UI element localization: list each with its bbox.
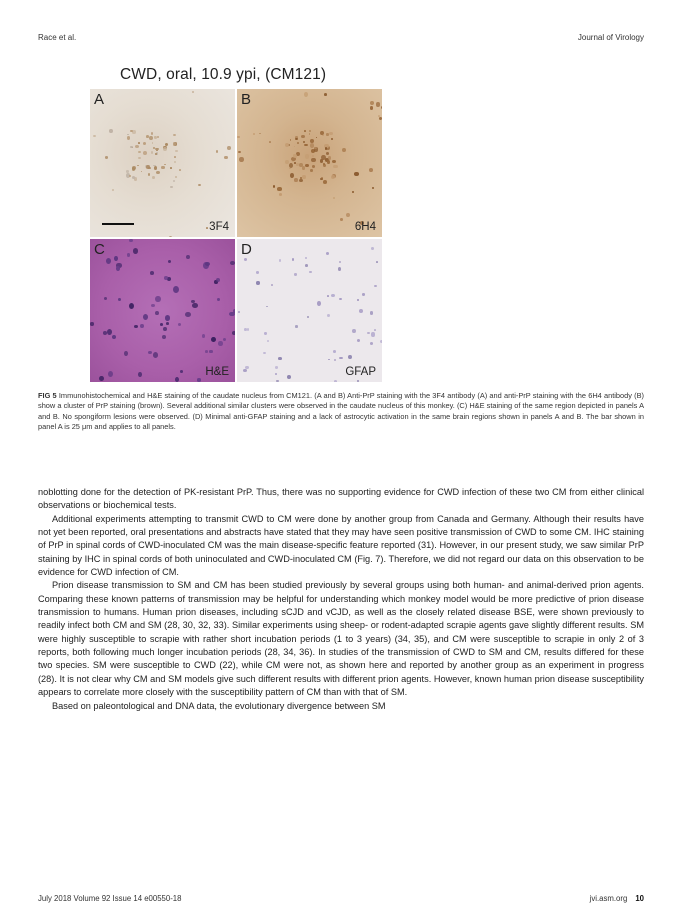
tissue-cell: [354, 172, 358, 176]
tissue-cell: [160, 323, 163, 326]
tissue-cell: [170, 186, 172, 189]
tissue-cell: [342, 148, 346, 152]
tissue-cell: [109, 129, 112, 133]
tissue-cell: [304, 144, 307, 147]
tissue-cell: [104, 297, 107, 300]
tissue-cell: [180, 370, 183, 373]
tissue-cell: [93, 135, 96, 138]
tissue-cell: [148, 351, 152, 354]
tissue-cell: [292, 258, 295, 261]
tissue-cell: [129, 239, 132, 242]
tissue-cell: [151, 304, 155, 307]
tissue-cell: [239, 157, 243, 162]
footer-issue-info: July 2018 Volume 92 Issue 14 e00550-18: [38, 894, 182, 903]
tissue-cell: [138, 372, 142, 377]
tissue-cell: [133, 248, 138, 253]
tissue-cell: [305, 257, 307, 259]
tissue-cell: [163, 327, 167, 331]
tissue-cell: [334, 359, 336, 361]
tissue-cell: [304, 92, 308, 97]
tissue-cell: [253, 133, 255, 135]
tissue-cell: [161, 166, 164, 170]
tissue-cell: [132, 167, 135, 171]
tissue-cell: [224, 156, 228, 160]
tissue-cell: [309, 133, 311, 135]
panel-letter: A: [94, 91, 105, 108]
tissue-cell: [331, 175, 335, 179]
tissue-cell: [275, 366, 279, 369]
tissue-cell: [305, 164, 309, 168]
tissue-cell: [154, 166, 157, 170]
tissue-cell: [192, 303, 197, 308]
tissue-cell: [333, 197, 335, 199]
tissue-cell: [326, 152, 329, 155]
tissue-cell: [185, 312, 191, 317]
tissue-cell: [152, 142, 154, 144]
tissue-cell: [328, 359, 330, 361]
scale-bar: [102, 223, 134, 225]
paragraph: noblotting done for the detection of PK-resistant PrP. Thus, there was no supporting evidence for CWD infection of these two CM from either clinical observations or biochemical tests.: [38, 487, 644, 511]
tissue-cell: [155, 153, 157, 155]
tissue-cell: [150, 271, 154, 275]
tissue-cell: [275, 373, 277, 375]
tissue-cell: [317, 301, 321, 306]
panel-letter: D: [241, 241, 252, 258]
tissue-cell: [143, 142, 146, 145]
tissue-cell: [156, 171, 160, 174]
tissue-cell: [168, 260, 172, 264]
tissue-cell: [279, 193, 282, 196]
tissue-cell: [211, 337, 216, 342]
tissue-cell: [266, 306, 268, 308]
panel-stain-label: 3F4: [209, 221, 229, 233]
tissue-cell: [302, 175, 306, 178]
tissue-cell: [334, 380, 337, 382]
panel-stain-label: 6H4: [354, 221, 376, 233]
tissue-cell: [263, 352, 266, 355]
tissue-cell: [154, 136, 156, 138]
figure-panel-d: [237, 239, 382, 382]
tissue-cell: [138, 142, 140, 144]
tissue-cell: [127, 136, 130, 140]
tissue-cell: [369, 168, 373, 172]
tissue-cell: [218, 341, 222, 346]
tissue-cell: [175, 377, 179, 382]
tissue-cell: [143, 314, 148, 320]
tissue-cell: [170, 167, 172, 169]
tissue-cell: [233, 309, 235, 313]
tissue-cell: [223, 338, 226, 341]
figure-panel-c: [90, 239, 235, 382]
tissue-cell: [333, 165, 337, 169]
tissue-cell: [202, 334, 205, 338]
figure-caption: [38, 391, 644, 432]
paragraph: Based on paleontological and DNA data, the evolutionary divergence between SM: [52, 700, 386, 711]
tissue-cell: [290, 173, 294, 177]
tissue-cell: [245, 366, 248, 369]
tissue-cell: [247, 328, 250, 331]
tissue-cell: [325, 147, 328, 149]
tissue-cell: [155, 311, 159, 315]
tissue-cell: [243, 369, 247, 372]
tissue-cell: [299, 179, 303, 182]
tissue-cell: [380, 340, 382, 343]
tissue-cell: [244, 258, 247, 261]
tissue-cell: [205, 262, 210, 266]
tissue-cell: [135, 145, 139, 148]
caption-text: Immunohistochemical and H&E staining of the caudate nucleus from CM121. (A and B) Anti-PrP staining with the 3F4 antibody (A) and anti-PrP staining with the 6H4 antibody (B) show a cluster of PrP staining (brown). Several additional similar clusters were observed in the caudate nucleus of this monkey. (C) H&E staining of the same region depicted in panels A and B. No spongiform lesions were observed. (D) Minimal anti-GFAP staining and a lack of astrocytic activation in the same brain regions shown in panels A and B. The bar shown in panel A is 25 μm and applies to all panels.: [38, 391, 644, 431]
footer-site: [590, 894, 644, 903]
tissue-cell: [305, 154, 309, 159]
tissue-cell: [216, 150, 218, 153]
tissue-cell: [197, 378, 201, 382]
figure-title: CWD, oral, 10.9 ypi, (CM121): [120, 66, 327, 83]
tissue-cell: [289, 163, 293, 168]
caption-label: FIG 5: [38, 391, 57, 400]
tissue-cell: [103, 331, 107, 334]
tissue-cell: [357, 299, 359, 301]
tissue-cell: [294, 146, 296, 147]
tissue-cell: [374, 285, 377, 287]
tissue-cell: [285, 143, 289, 147]
panel-letter: B: [241, 91, 252, 108]
running-header-authors: Race et al.: [38, 33, 77, 42]
tissue-cell: [304, 130, 306, 132]
tissue-cell: [379, 117, 382, 120]
tissue-cell: [338, 267, 341, 271]
tissue-cell: [269, 141, 271, 143]
tissue-cell: [277, 187, 281, 191]
tissue-cell: [124, 351, 128, 356]
tissue-cell: [312, 155, 314, 157]
tissue-cell: [163, 147, 167, 151]
tissue-cell: [256, 281, 259, 284]
tissue-cell: [178, 323, 181, 326]
tissue-cell: [118, 298, 121, 301]
tissue-cell: [237, 136, 239, 139]
paragraph: Additional experiments attempting to transmit CWD to CM were done by another group from Canada and Germany. Although their results have not yet been reported, oral presentations and abstracts have stated that they may have seen positive transmission of CWD to some CM. IHC staining of PrP in spinal cords of CWD-inoculated CM was the main disease-specific feature reported (31). However, in our present study, we saw similar PrP staining by IHC in spinal cords of both uninoculated and CWD-inoculated CM (Fig. 7). Therefore, we did not regard our data on this observation to be evidence for CWD infection of CM.: [38, 513, 644, 578]
tissue-cell: [326, 252, 329, 255]
tissue-cell: [140, 324, 144, 329]
tissue-cell: [141, 171, 143, 173]
tissue-cell: [127, 134, 129, 136]
tissue-cell: [322, 135, 324, 136]
tissue-cell: [371, 247, 374, 250]
tissue-cell: [217, 298, 220, 302]
tissue-cell: [227, 146, 231, 150]
tissue-cell: [173, 286, 179, 293]
tissue-cell: [293, 154, 297, 157]
tissue-cell: [327, 314, 331, 318]
tissue-cell: [164, 276, 168, 279]
panel-stain-label: GFAP: [345, 366, 376, 378]
tissue-cell: [359, 309, 363, 313]
tissue-cell: [329, 132, 333, 135]
tissue-cell: [175, 150, 177, 152]
tissue-cell: [295, 138, 298, 140]
tissue-cell: [152, 176, 155, 179]
tissue-cell: [332, 160, 336, 163]
tissue-cell: [116, 266, 120, 271]
tissue-cell: [326, 133, 329, 135]
tissue-cell: [264, 332, 266, 334]
tissue-cell: [238, 311, 241, 313]
tissue-cell: [372, 187, 374, 188]
tissue-cell: [151, 151, 153, 153]
tissue-cell: [303, 141, 305, 143]
tissue-cell: [316, 137, 318, 138]
tissue-cell: [151, 132, 153, 134]
tissue-cell: [114, 256, 118, 261]
tissue-cell: [174, 161, 176, 163]
tissue-cell: [374, 329, 376, 331]
tissue-cell: [112, 335, 116, 339]
running-header-journal: Journal of Virology: [577, 33, 644, 42]
tissue-cell: [357, 380, 359, 382]
tissue-cell: [134, 325, 138, 329]
tissue-cell: [129, 175, 131, 176]
tissue-cell: [370, 106, 374, 110]
tissue-cell: [376, 261, 379, 263]
tissue-cell: [328, 156, 332, 160]
tissue-cell: [285, 160, 289, 165]
panel-letter: C: [94, 241, 105, 258]
tissue-cell: [378, 115, 380, 117]
tissue-cell: [166, 322, 169, 325]
tissue-cell: [146, 165, 149, 169]
tissue-cell: [179, 169, 181, 171]
tissue-cell: [381, 106, 382, 109]
tissue-cell: [186, 255, 190, 259]
tissue-cell: [309, 271, 312, 274]
tissue-cell: [352, 191, 354, 193]
figure-panel-b: [237, 89, 382, 237]
tissue-cell: [290, 139, 292, 141]
tissue-cell: [90, 322, 93, 325]
tissue-cell: [370, 311, 374, 314]
page-number: 10: [635, 894, 644, 903]
tissue-cell: [301, 135, 305, 138]
tissue-cell: [346, 213, 350, 217]
tissue-cell: [143, 151, 147, 155]
tissue-cell: [323, 180, 327, 184]
tissue-cell: [267, 340, 269, 342]
tissue-cell: [307, 316, 309, 318]
tissue-cell: [297, 142, 299, 144]
tissue-cell: [99, 376, 103, 381]
tissue-cell: [129, 303, 134, 309]
tissue-cell: [348, 355, 352, 359]
tissue-cell: [112, 189, 114, 191]
panel-stain-label: H&E: [205, 366, 229, 378]
body-text: [38, 486, 644, 713]
tissue-cell: [279, 259, 281, 261]
tissue-cell: [164, 164, 166, 166]
tissue-cell: [174, 156, 176, 158]
tissue-cell: [108, 371, 113, 377]
tissue-cell: [327, 295, 330, 298]
tissue-cell: [310, 169, 313, 171]
tissue-cell: [370, 342, 373, 345]
tissue-cell: [339, 298, 342, 300]
tissue-cell: [146, 135, 149, 138]
tissue-cell: [192, 91, 194, 93]
tissue-cell: [331, 138, 333, 140]
tissue-cell: [357, 339, 360, 342]
tissue-cell: [273, 185, 275, 188]
tissue-cell: [230, 261, 235, 265]
tissue-cell: [175, 176, 178, 179]
tissue-cell: [106, 258, 111, 264]
tissue-cell: [367, 332, 369, 334]
tissue-cell: [198, 184, 201, 186]
tissue-cell: [138, 157, 141, 160]
tissue-cell: [352, 329, 356, 333]
tissue-cell: [296, 163, 299, 166]
tissue-cell: [276, 380, 278, 382]
tissue-cell: [173, 180, 175, 182]
tissue-cell: [278, 357, 281, 360]
tissue-cell: [305, 264, 308, 267]
figure-panel-a: [90, 89, 235, 237]
tissue-cell: [295, 325, 298, 327]
tissue-cell: [205, 350, 208, 353]
tissue-cell: [162, 335, 166, 339]
tissue-cell: [340, 218, 343, 221]
tissue-cell: [371, 332, 375, 336]
tissue-cell: [312, 165, 315, 168]
tissue-cell: [137, 165, 139, 167]
tissue-cell: [105, 156, 108, 159]
tissue-cell: [324, 93, 327, 96]
tissue-cell: [370, 101, 374, 105]
tissue-cell: [155, 296, 160, 303]
tissue-cell: [165, 315, 170, 321]
tissue-cell: [244, 328, 247, 331]
tissue-cell: [311, 158, 315, 162]
tissue-cell: [209, 350, 212, 353]
paragraph: Prion disease transmission to SM and CM has been studied previously by several groups using both human- and animal-derived prion agents. Comparing these known patterns of transmission may be helpful for understanding which monkey model would be more predictive of prion disease transmission to humans. Human prion diseases, including sCJD and vCJD, as well as the closely related disease BSE, were shown previously to readily infect both CM and SM (28, 30, 32, 33). Similar experiments using sheep- or rodent-adapted scrapie agents gave slightly different results. SM were highly susceptible to scrapie with rather short incubation periods (1 to 3 years) (34, 35), and CM were susceptible to scrapie in only 2 of 3 reports, both following much longer incubation periods (28, 34, 36). In studies of the transmission of CWD to SM and CM, results differed for these two species. SM were susceptible to CWD (22), while CM were not, as shown here and reported by another group as an experiment in progress (28). It is not clear why CM and SM models give such different results with different prion agents. However, known human prion disease susceptibility appears to correlate more closely with the susceptibility pattern of CM than with that of SM.: [38, 580, 644, 698]
tissue-cell: [169, 236, 172, 238]
tissue-cell: [232, 331, 235, 335]
footer-site-url: jvi.asm.org: [589, 894, 628, 903]
tissue-cell: [130, 146, 133, 149]
tissue-cell: [173, 134, 175, 136]
tissue-cell: [153, 352, 159, 358]
tissue-cell: [271, 284, 273, 286]
tissue-cell: [294, 178, 297, 182]
tissue-cell: [206, 227, 208, 229]
tissue-cell: [173, 142, 177, 146]
tissue-cell: [376, 102, 380, 106]
tissue-cell: [302, 166, 305, 170]
tissue-cell: [333, 350, 336, 353]
tissue-cell: [309, 130, 311, 132]
tissue-cell: [157, 136, 159, 138]
tissue-cell: [327, 160, 331, 164]
tissue-cell: [148, 173, 151, 176]
tissue-cell: [287, 375, 291, 379]
tissue-cell: [331, 294, 335, 297]
tissue-cell: [127, 253, 130, 257]
tissue-cell: [294, 273, 297, 275]
tissue-cell: [149, 136, 152, 140]
tissue-cell: [362, 293, 366, 296]
tissue-cell: [107, 329, 112, 335]
tissue-cell: [259, 133, 261, 135]
tissue-cell: [238, 151, 241, 154]
tissue-cell: [339, 261, 341, 263]
tissue-cell: [138, 151, 141, 154]
tissue-cell: [321, 155, 325, 160]
tissue-cell: [216, 278, 220, 282]
tissue-cell: [339, 357, 343, 360]
tissue-cell: [256, 271, 259, 274]
